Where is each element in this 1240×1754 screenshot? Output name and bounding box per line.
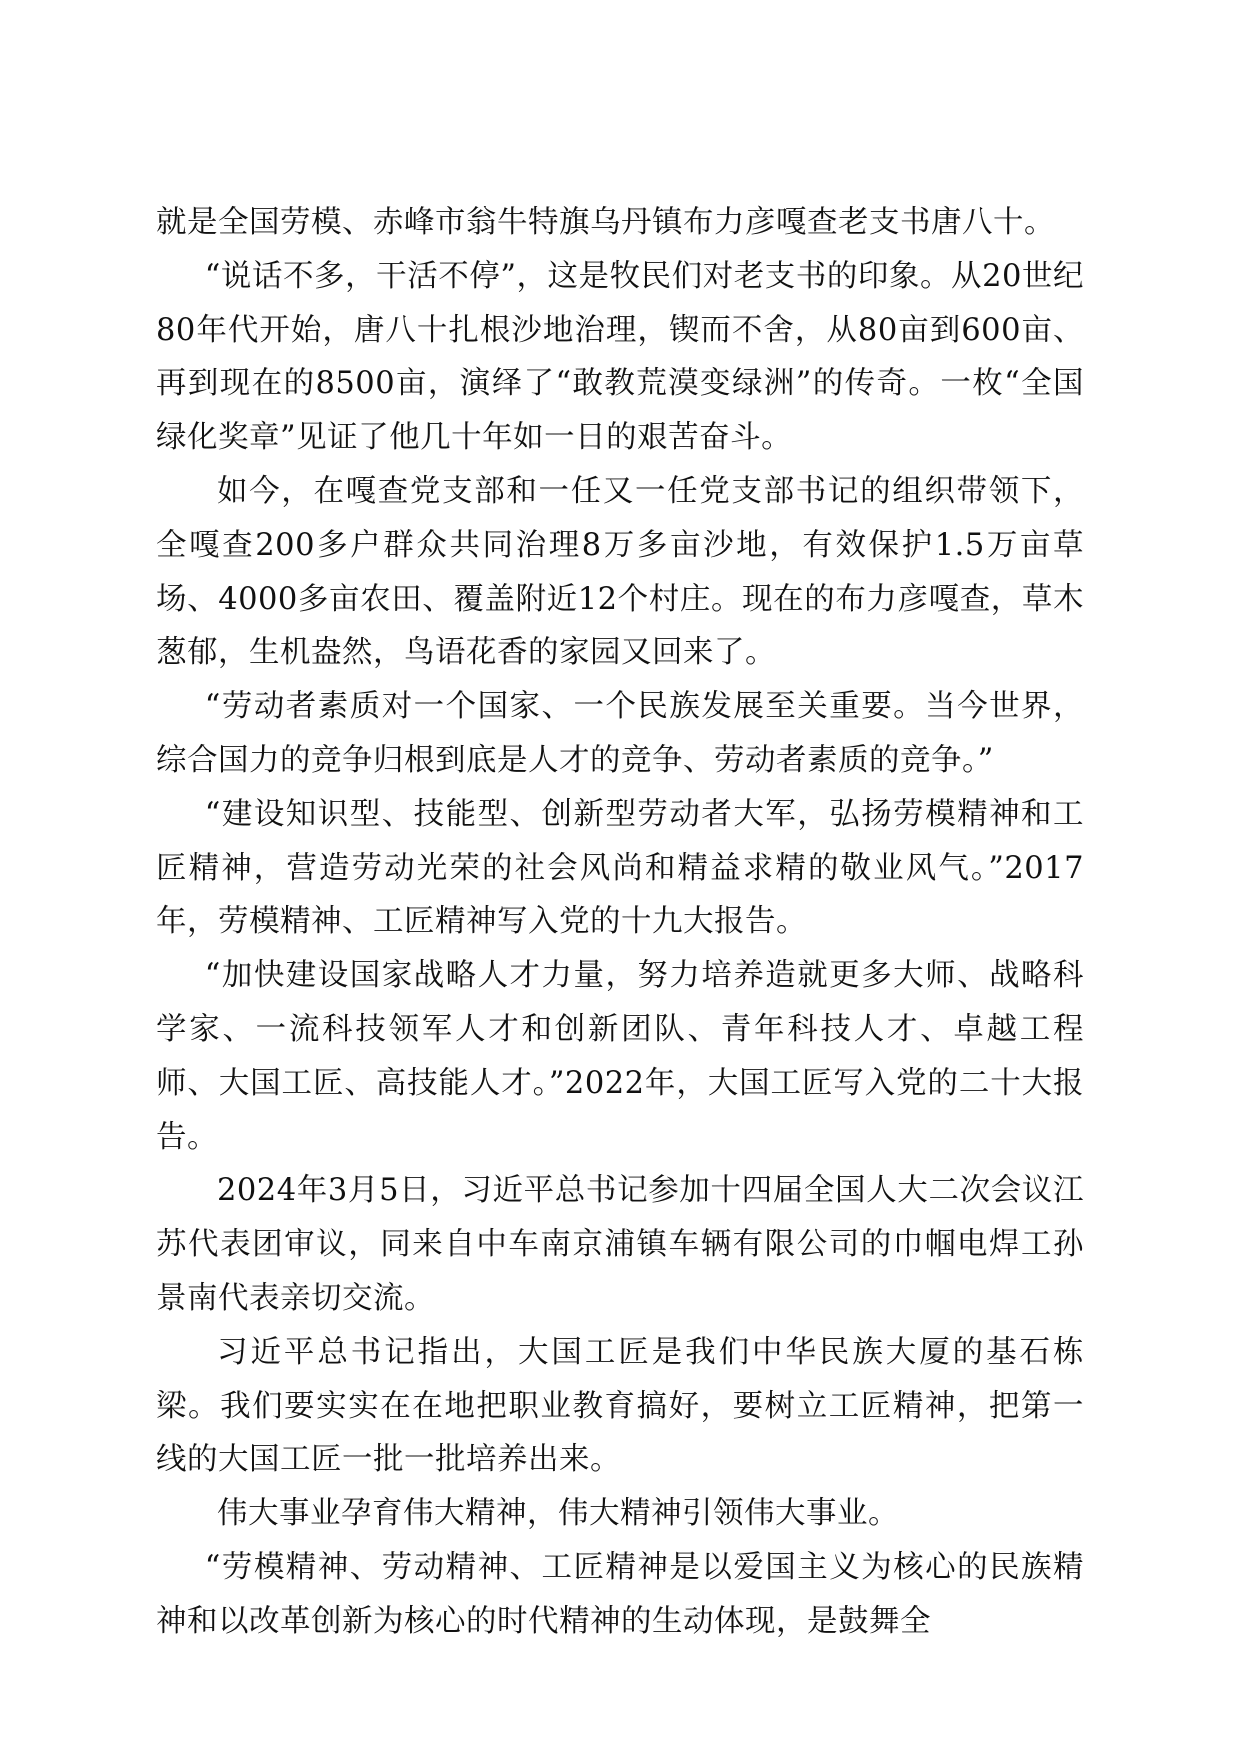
paragraph-craftsman-pillars: 习近平总书记指出，大国工匠是我们中华民族大厦的基石栋梁。我们要实实在在地把职业教育搞好，要树立工匠精神，把第一线的大国工匠一批一批培养出来。 <box>156 1334 1084 1478</box>
paragraph-continuation: 就是全国劳模、赤峰市翁牛特旗乌丹镇布力彦嘎查老支书唐八十。 <box>156 205 1055 240</box>
article-body <box>156 196 1084 1649</box>
paragraph-2024-npc: 2024年3月5日，习近平总书记参加十四届全国人大二次会议江苏代表团审议，同来自中车南京浦镇车辆有限公司的巾帼电焊工孙景南代表亲切交流。 <box>156 1173 1084 1316</box>
paragraph-19th-congress: “建设知识型、技能型、创新型劳动者大军，弘扬劳模精神和工匠精神，营造劳动光荣的社会风尚和精益求精的敬业风气。”2017年，劳模精神、工匠精神写入党的十九大报告。 <box>156 796 1084 940</box>
paragraph-gacha-governance: 如今，在嘎查党支部和一任又一任党支部书记的组织带领下，全嘎查200多户群众共同治理8万多亩沙地，有效保护1.5万亩草场、4000多亩农田、覆盖附近12个村庄。现在的布力彦嘎查，草木葱郁，生机盎然，鸟语花香的家园又回来了。 <box>156 473 1084 671</box>
paragraph-worker-quality-quote: “劳动者素质对一个国家、一个民族发展至关重要。当今世界，综合国力的竞争归根到底是人才的竞争、劳动者素质的竞争。” <box>156 689 1084 778</box>
paragraph-great-cause: 伟大事业孕育伟大精神，伟大精神引领伟大事业。 <box>217 1496 899 1532</box>
paragraph-20th-congress: “加快建设国家战略人才力量，努力培养造就更多大师、战略科学家、一流科技领军人才和创新团队、青年科技人才、卓越工程师、大国工匠、高技能人才。”2022年，大国工匠写入党的二十大报告。 <box>156 958 1084 1155</box>
paragraph-tang-bashi-quote: “说话不多，干活不停”，这是牧民们对老支书的印象。从20世纪80年代开始，唐八十扎根沙地治理，锲而不舍，从80亩到600亩、再到现在的8500亩，演绎了“敢教荒漠变绿洲”的传奇。一枚“全国绿化奖章”见证了他几十年如一日的艰苦奋斗。 <box>156 258 1084 456</box>
paragraph-spirit-quote: “劳模精神、劳动精神、工匠精神是以爱国主义为核心的民族精神和以改革创新为核心的时代精神的生动体现，是鼓舞全 <box>156 1549 1084 1639</box>
